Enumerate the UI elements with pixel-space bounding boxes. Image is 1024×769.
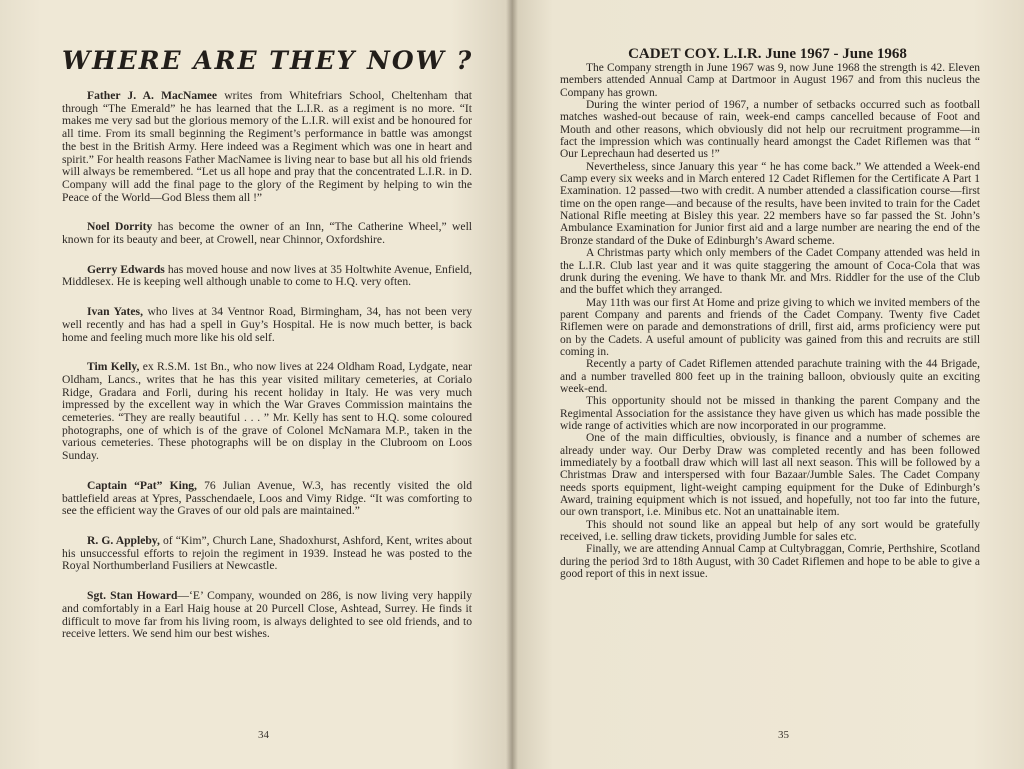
- entry-kelly: [62, 361, 472, 463]
- entry-text: who lives at 34 Ventnor Road, Birmingham, 34, has not been very well recently and has had a spell in Guy’s Hospital. He is now much better, is back home and feeling much more like his old self.: [62, 305, 472, 344]
- page-title: WHERE ARE THEY NOW ?: [62, 46, 474, 75]
- entry-name: R. G. Appleby,: [87, 533, 160, 547]
- entry-text: ex R.S.M. 1st Bn., who now lives at 224 Oldham Road, Lydgate, near Oldham, Lancs., writes that he has this year visited military cemeteries, at Corialo Ridge, Gradara and Forli, during his recent holiday in Italy. He was very much impressed by the excellent way in which the War Graves Commission maintains the cemeteries. “They are really beautiful . . . ” Mr. Kelly has sent to H.Q. some coloured photographs, one of which is of the grave of Colonel McNamara M.P., taken in the various cemeteries. These photographs will be on display in the Clubroom on Loos Sunday.: [62, 360, 472, 463]
- paragraph: During the winter period of 1967, a number of setbacks occurred such as football matches washed-out because of rain, week-end camps cancelled because of Foot and Mouth and other reasons, which obviously did not help our recruitment programme—in fact the impression which was continually heard amongst the Cadet Riflemen was that “ Our Leprechaun had deserted us !”: [560, 99, 980, 161]
- entry-text: of “Kim”, Church Lane, Shadoxhurst, Ashford, Kent, writes about his unsuccessful efforts to rejoin the regiment in 1939. Instead he was posted to the Royal Northumberland Fusiliers at Newcastle.: [62, 533, 472, 573]
- entry-dorrity: [62, 221, 472, 246]
- paragraph: Recently a party of Cadet Riflemen attended parachute training with the 44 Brigade, and a number travelled 800 feet up in the training balloon, obviously quite an exciting week-end.: [560, 358, 980, 395]
- entries-list: [62, 90, 472, 658]
- entry-text: —‘E’ Company, wounded on 286, is now living very happily and comfortably in a Earl Haig house at 20 Purcell Close, Ashtead, Surrey. He finds it difficult to move far from his living room, is always delighted to see old friends, and to receive letters. We send him our best wishes.: [62, 589, 472, 641]
- book-gutter: [506, 0, 518, 769]
- right-page: [512, 0, 1024, 769]
- entry-king: [62, 480, 472, 518]
- entry-text: 76 Julian Avenue, W.3, has recently visited the old battlefield areas at Ypres, Passchendaele, Loos and Vimy Ridge. “It was comforting to see the efficient way the Graves of our old pals are maintained.”: [62, 478, 472, 518]
- entry-text: has become the owner of an Inn, “The Catherine Wheel,” well known for its beauty and beer, at Crowell, near Chinnor, Oxfordshire.: [62, 220, 473, 247]
- entry-text: has moved house and now lives at 35 Holtwhite Avenue, Enfield, Middlesex. He is keeping well although unable to come to H.Q. very often.: [62, 262, 472, 289]
- paragraph: This opportunity should not be missed in thanking the parent Company and the Regimental Association for the assistance they have given us which has made possible the wide range of activities which are now incorporated in our programme.: [560, 395, 980, 432]
- entry-name: Gerry Edwards: [87, 262, 165, 276]
- entry-macnamee: [62, 90, 472, 204]
- paragraph: Finally, we are attending Annual Camp at Cultybraggan, Comrie, Perthshire, Scotland during the period 3rd to 18th August, with 30 Cadet Riflemen and hope to be able to give a good report of this in next issue.: [560, 543, 980, 581]
- entry-edwards: [62, 264, 472, 289]
- entry-name: Noel Dorrity: [87, 220, 153, 234]
- article-body: [560, 62, 980, 580]
- paragraph: One of the main difficulties, obviously, is finance and a number of schemes are already under way. Our Derby Draw was completed recently and has been followed immediately by a football draw which will last all next season. This will be followed by a Christmas Draw and interspersed with four Bazaar/Jumble Sales. The Cadet Company needs sports equipment, light-weight camping equipment for the Duke of Edinburgh’s Award, training equipment which is not issued, and hopefully, not too far into the future, our own transport, i.e. Minibus etc. Not an unattainable item.: [560, 432, 980, 519]
- entry-yates: [62, 306, 472, 344]
- entry-name: Ivan Yates,: [87, 305, 143, 319]
- entry-appleby: [62, 535, 472, 573]
- entry-name: Sgt. Stan Howard: [87, 589, 178, 603]
- entry-howard: [62, 590, 472, 641]
- paragraph: Nevertheless, since January this year “ he has come back.” We attended a Week-end Camp every six weeks and in March entered 12 Cadet Riflemen for the Certificate A Part 1 Examination. 12 passed—two with credit. A number attended a classification course—first time on the open range—and because of the results, have been invited to train for the Cadet National Rifle meeting at Bisley this year. 22 members have so far passed the St. John’s Ambulance Examination for Junior first aid and a large number are nearing the end of the Bronze standard of the Duke of Edinburgh’s Award scheme.: [560, 160, 980, 247]
- paragraph: This should not sound like an appeal but help of any sort would be gratefully received, i.e. selling draw tickets, providing Jumble for sales etc.: [560, 518, 980, 544]
- entry-name: Father J. A. MacNamee: [87, 89, 218, 102]
- entry-name: Captain “Pat” King,: [87, 478, 197, 492]
- paragraph: The Company strength in June 1967 was 9, now June 1968 the strength is 42. Eleven members attended Annual Camp at Dartmoor in August 1967 and from this nucleus the Company has grown.: [560, 62, 980, 99]
- entry-name: Tim Kelly,: [87, 360, 140, 374]
- paragraph: A Christmas party which only members of the Cadet Company attended was held in the L.I.R. Club last year and it was quite staggering the amount of Coca-Cola that was drunk during the evening. We have to thank Mr. and Mrs. Riddler for the use of the Club and the buffet which they arranged.: [560, 247, 980, 297]
- article-title: CADET COY. L.I.R. June 1967 - June 1968: [628, 46, 907, 62]
- entry-text: writes from Whitefriars School, Cheltenham that through “The Emerald” he has learned that the L.I.R. as a regiment is no more. “It makes me very sad but the glorious memory of the L.I.R. will exist and be honoured for all time. From its small beginning the Regiment’s performance in battle was amongst the best in the British Army. Here indeed was a Regiment which was one in heart and spirit.” For health reasons Father MacNamee is living near to base but all his old friends will always be remembered. “Let us all hope and pray that the concentrated L.I.R. in D. Company will add the final page to the glory of the Regiment by helping to win the Peace of the World—God Bless them all !”: [62, 89, 472, 204]
- page-number: 34: [258, 729, 269, 741]
- paragraph: May 11th was our first At Home and prize giving to which we invited members of the parent Company and parents and friends of the Cadet Company. Twenty five Cadet Riflemen were on parade and demonstrations of drill, first aid, arms proficiency were put on by the Cadets. A useful amount of publicity was gained from this and recruits are still coming in.: [560, 296, 980, 358]
- page-number: 35: [778, 729, 789, 741]
